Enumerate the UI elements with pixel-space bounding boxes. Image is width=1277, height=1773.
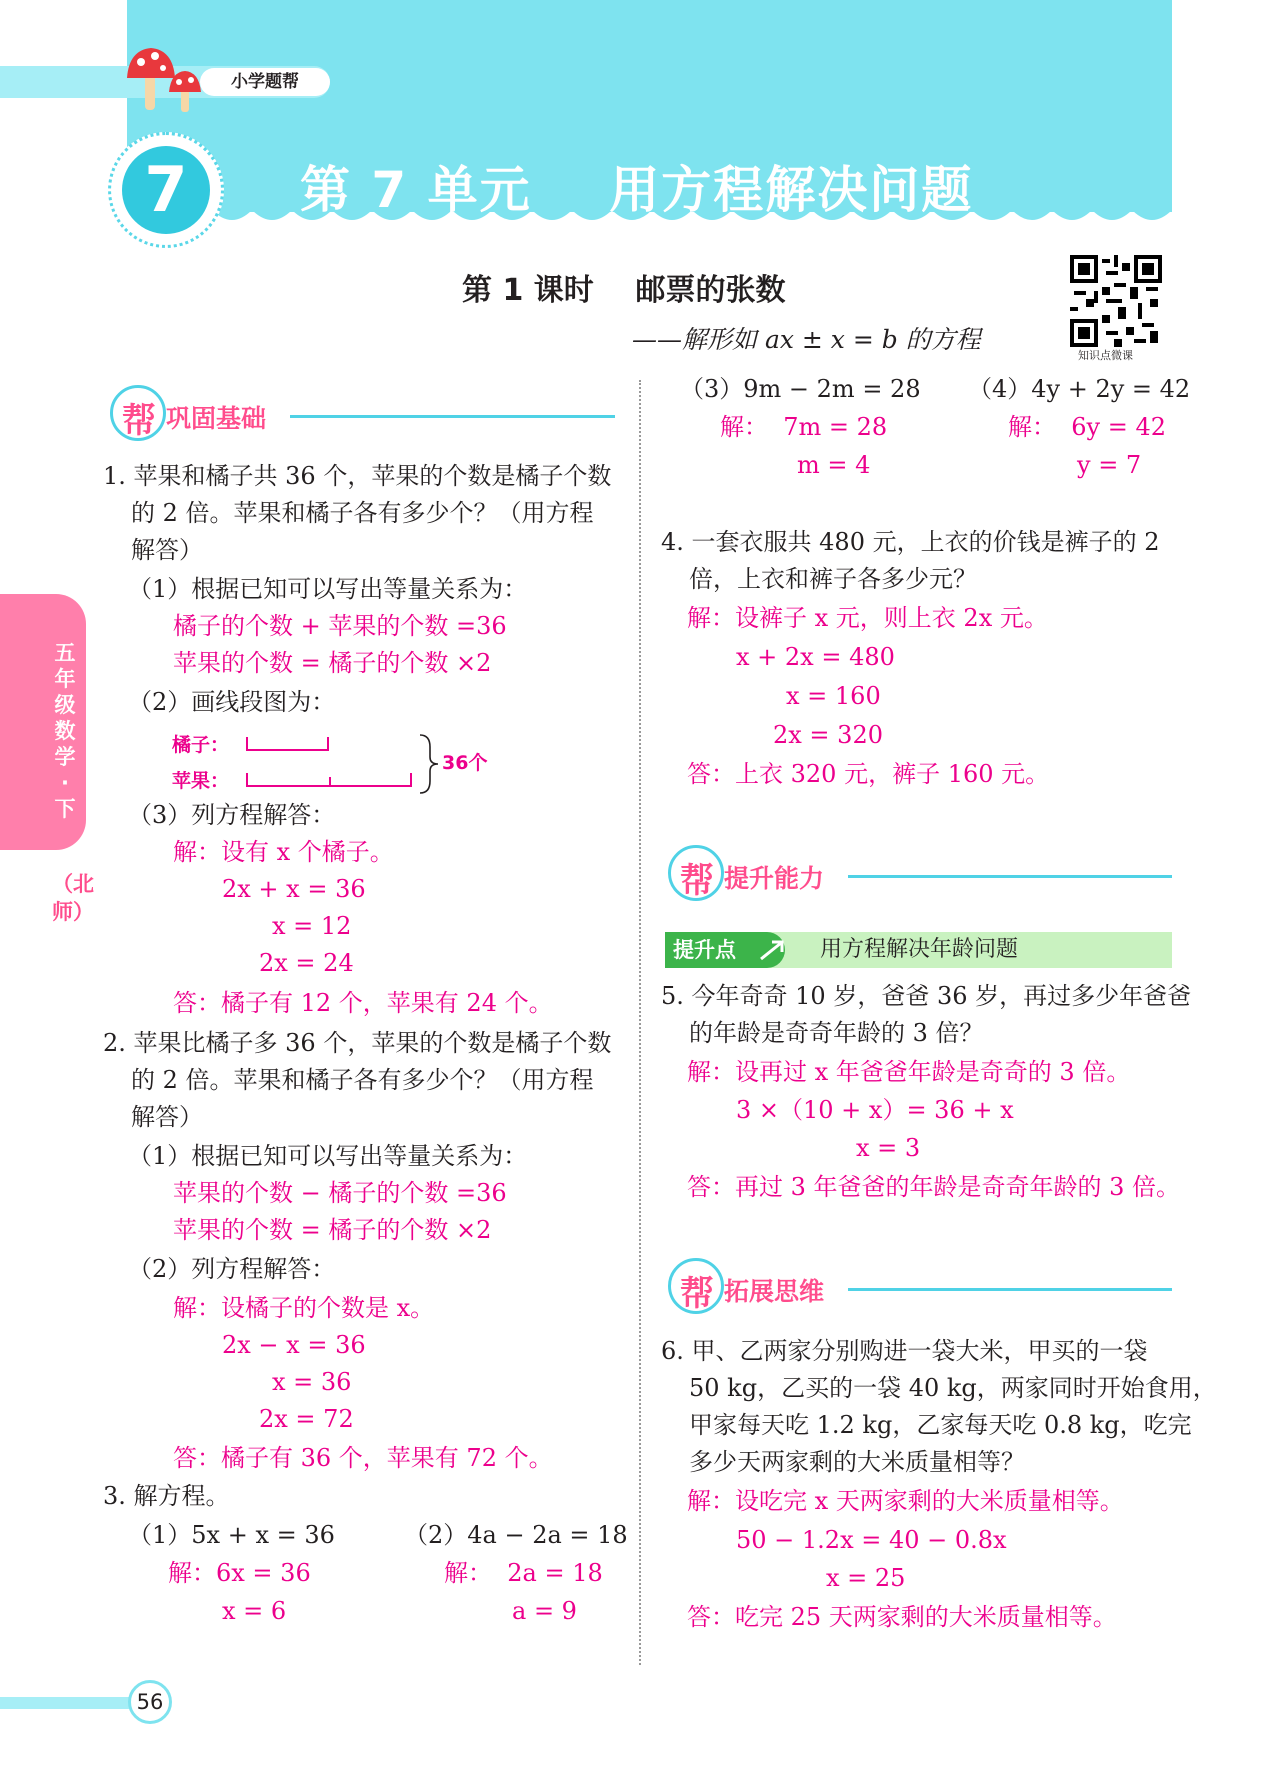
qr-label: 知识点微课: [1078, 349, 1133, 362]
q2-line: 2. 苹果比橘子多 36 个，苹果的个数是橘子个数: [103, 1029, 612, 1057]
unit-number: 7: [122, 146, 210, 234]
section-extend: [668, 1258, 1172, 1318]
q5-answer: x = 3: [856, 1134, 921, 1162]
q3-answer: a = 9: [512, 1597, 577, 1625]
q6-answer: x = 25: [826, 1564, 906, 1592]
page-number: 56: [128, 1680, 172, 1724]
q6-line: 多少天两家剩的大米质量相等？: [689, 1448, 1025, 1476]
q6-line: 50 kg，乙买的一袋 40 kg，两家同时开始食用，: [689, 1374, 1217, 1402]
q5-answer: 解：设再过 x 年爸爸年龄是奇奇的 3 倍。: [687, 1058, 1131, 1086]
segment-label-orange: 橘子：: [172, 734, 230, 756]
q2-step: （2）列方程解答：: [128, 1255, 336, 1283]
q2-answer: x = 36: [272, 1368, 352, 1396]
q3-equation: （3）9m − 2m = 28: [680, 375, 921, 403]
q3-answer: 解： 6y = 42: [1008, 413, 1166, 441]
q1-answer: 2x + x = 36: [222, 875, 366, 903]
q2-step: （1）根据已知可以写出等量关系为：: [128, 1142, 528, 1170]
help-glyph: 帮: [680, 1274, 714, 1314]
q2-line: 解答）: [131, 1103, 203, 1131]
q1-step: （1）根据已知可以写出等量关系为：: [128, 575, 528, 603]
q3-answer: y = 7: [1077, 451, 1142, 479]
q1-answer: 解：设有 x 个橘子。: [173, 838, 394, 866]
q2-line: 的 2 倍。苹果和橘子各有多少个？（用方程: [131, 1066, 594, 1094]
q4-line: 倍，上衣和裤子各多少元？: [689, 565, 977, 593]
q3-answer: 解：6x = 36: [168, 1559, 311, 1587]
q2-answer: 答：橘子有 36 个，苹果有 72 个。: [173, 1444, 553, 1472]
q2-answer: 解：设橘子的个数是 x。: [173, 1294, 435, 1322]
lesson-subtitle: ——解形如 ax ± x = b 的方程: [632, 325, 981, 354]
topic-tag-label: 提升点: [665, 932, 785, 968]
section-advance: [668, 845, 1172, 905]
q3-answer: 解： 7m = 28: [720, 413, 888, 441]
segment-orange: [246, 737, 329, 751]
q5-line: 的年龄是奇奇年龄的 3 倍？: [689, 1019, 984, 1047]
q3-title: 3. 解方程。: [103, 1482, 230, 1510]
q5-answer: 答：再过 3 年爸爸的年龄是奇奇年龄的 3 倍。: [687, 1173, 1181, 1201]
q1-answer: 2x = 24: [259, 949, 354, 977]
q1-line: 解答）: [131, 536, 203, 564]
q4-answer: 2x = 320: [773, 721, 883, 749]
segment-tick: [329, 777, 331, 787]
help-glyph: 帮: [680, 861, 714, 901]
arrow-icon: [758, 938, 786, 962]
lesson-title: 第 1 课时 邮票的张数: [462, 273, 786, 308]
q1-line: 1. 苹果和橘子共 36 个，苹果的个数是橘子个数: [103, 462, 612, 490]
q1-step: （2）画线段图为：: [128, 688, 336, 716]
edition-label: （北师）: [52, 872, 94, 924]
q3-answer: 解： 2a = 18: [444, 1559, 603, 1587]
section-rule: [290, 415, 615, 418]
q3-equation: （1）5x + x = 36: [128, 1521, 335, 1549]
q3-equation: （2）4a − 2a = 18: [404, 1521, 628, 1549]
q6-answer: 50 − 1.2x = 40 − 0.8x: [736, 1526, 1007, 1554]
q3-answer: m = 4: [797, 451, 871, 479]
q5-line: 5. 今年奇奇 10 岁，爸爸 36 岁，再过多少年爸爸: [661, 982, 1192, 1010]
q5-answer: 3 ×（10 + x）= 36 + x: [736, 1096, 1014, 1124]
unit-title: 第 7 单元 用方程解决问题: [300, 161, 974, 219]
q4-answer: x = 160: [786, 682, 881, 710]
q6-answer: 解：设吃完 x 天两家剩的大米质量相等。: [687, 1487, 1124, 1515]
section-basic: [110, 385, 615, 445]
section-title: 提升能力: [724, 864, 825, 893]
topic-tag-text: 用方程解决年龄问题: [820, 937, 1019, 962]
help-glyph: 帮: [122, 401, 156, 441]
section-title: 巩固基础: [166, 404, 267, 433]
segment-label-apple: 苹果：: [172, 770, 230, 792]
q4-answer: x + 2x = 480: [736, 643, 895, 671]
q1-answer: 苹果的个数 = 橘子的个数 ×2: [173, 649, 492, 677]
column-divider: [639, 380, 641, 1665]
q1-step: （3）列方程解答：: [128, 801, 336, 829]
q1-answer: 橘子的个数 + 苹果的个数 =36: [173, 612, 507, 640]
q6-line: 6. 甲、乙两家分别购进一袋大米，甲买的一袋: [661, 1337, 1148, 1365]
q2-answer: 2x = 72: [259, 1405, 354, 1433]
q4-line: 4. 一套衣服共 480 元，上衣的价钱是裤子的 2: [661, 528, 1160, 556]
q1-answer: x = 12: [272, 912, 352, 940]
section-rule: [848, 1288, 1172, 1291]
q2-answer: 2x − x = 36: [222, 1331, 366, 1359]
q1-line: 的 2 倍。苹果和橘子各有多少个？（用方程: [131, 499, 594, 527]
q1-answer: 答：橘子有 12 个，苹果有 24 个。: [173, 989, 553, 1017]
grade-label: 五年级数学·下: [54, 641, 76, 821]
q4-answer: 答：上衣 320 元，裤子 160 元。: [687, 760, 1050, 788]
qr-code-icon[interactable]: [1070, 255, 1162, 347]
section-rule: [848, 875, 1172, 878]
mushroom-icon: [125, 44, 215, 116]
section-title: 拓展思维: [724, 1277, 825, 1306]
brand-label: 小学题帮: [200, 68, 330, 96]
q3-equation: （4）4y + 2y = 42: [968, 375, 1191, 403]
brace-icon: [418, 733, 440, 795]
segment-total: 36个: [442, 752, 488, 774]
q2-answer: 苹果的个数 − 橘子的个数 =36: [173, 1179, 507, 1207]
q2-answer: 苹果的个数 = 橘子的个数 ×2: [173, 1216, 492, 1244]
footer-bar: [0, 1697, 140, 1709]
q4-answer: 解：设裤子 x 元，则上衣 2x 元。: [687, 604, 1048, 632]
q3-answer: x = 6: [222, 1597, 287, 1625]
q6-answer: 答：吃完 25 天两家剩的大米质量相等。: [687, 1603, 1117, 1631]
q6-line: 甲家每天吃 1.2 kg，乙家每天吃 0.8 kg，吃完: [689, 1411, 1192, 1439]
